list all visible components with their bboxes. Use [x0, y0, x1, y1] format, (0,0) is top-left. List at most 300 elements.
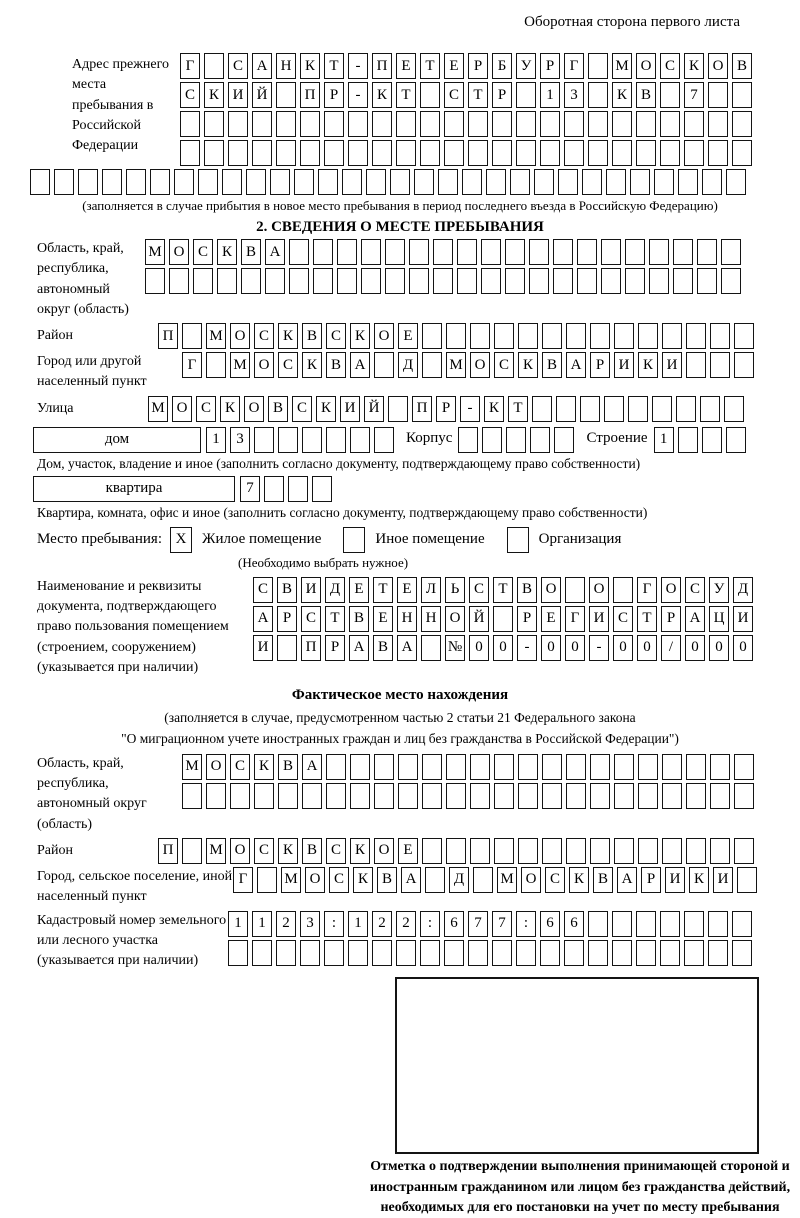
char-cell[interactable]: С — [254, 838, 274, 864]
char-cell[interactable] — [180, 111, 200, 137]
char-cell[interactable] — [372, 111, 392, 137]
char-cell[interactable] — [318, 169, 338, 195]
char-cell[interactable]: О — [589, 577, 609, 603]
char-cell[interactable] — [277, 635, 297, 661]
char-cell[interactable]: К — [300, 53, 320, 79]
char-cell[interactable] — [217, 268, 237, 294]
char-cell[interactable] — [613, 577, 633, 603]
char-cell[interactable] — [348, 111, 368, 137]
char-cell[interactable] — [350, 427, 370, 453]
char-cell[interactable] — [470, 838, 490, 864]
char-cell[interactable]: 0 — [685, 635, 705, 661]
char-cell[interactable] — [540, 940, 560, 966]
char-cell[interactable] — [662, 838, 682, 864]
char-cell[interactable] — [702, 169, 722, 195]
char-cell[interactable] — [505, 268, 525, 294]
char-cell[interactable]: 3 — [564, 82, 584, 108]
char-cell[interactable] — [193, 268, 213, 294]
char-cell[interactable] — [350, 783, 370, 809]
char-cell[interactable] — [494, 838, 514, 864]
char-cell[interactable] — [686, 838, 706, 864]
char-cell[interactable] — [102, 169, 122, 195]
char-cell[interactable] — [638, 323, 658, 349]
char-cell[interactable]: Г — [182, 352, 202, 378]
char-cell[interactable] — [734, 754, 754, 780]
char-cell[interactable]: О — [374, 838, 394, 864]
char-cell[interactable] — [222, 169, 242, 195]
char-cell[interactable]: М — [206, 323, 226, 349]
char-cell[interactable]: : — [516, 911, 536, 937]
char-cell[interactable] — [385, 268, 405, 294]
char-cell[interactable]: П — [412, 396, 432, 422]
char-cell[interactable] — [438, 169, 458, 195]
char-cell[interactable]: : — [324, 911, 344, 937]
char-cell[interactable] — [724, 396, 744, 422]
char-cell[interactable]: И — [228, 82, 248, 108]
char-cell[interactable] — [582, 169, 602, 195]
char-cell[interactable]: О — [541, 577, 561, 603]
char-cell[interactable] — [294, 169, 314, 195]
char-cell[interactable] — [366, 169, 386, 195]
char-cell[interactable]: - — [460, 396, 480, 422]
district-row[interactable] — [158, 323, 758, 349]
char-cell[interactable] — [30, 169, 50, 195]
char-cell[interactable]: И — [733, 606, 753, 632]
char-cell[interactable] — [422, 838, 442, 864]
char-cell[interactable] — [385, 239, 405, 265]
char-cell[interactable]: 2 — [396, 911, 416, 937]
char-cell[interactable] — [684, 111, 704, 137]
char-cell[interactable] — [710, 783, 730, 809]
char-cell[interactable] — [684, 911, 704, 937]
other-premises-checkbox[interactable] — [343, 527, 365, 553]
prev-address-row-5[interactable] — [30, 169, 800, 195]
char-cell[interactable]: С — [253, 577, 273, 603]
char-cell[interactable]: А — [401, 867, 421, 893]
char-cell[interactable]: 0 — [493, 635, 513, 661]
house-number-cells[interactable] — [206, 427, 398, 453]
char-cell[interactable]: С — [228, 53, 248, 79]
char-cell[interactable]: 6 — [540, 911, 560, 937]
char-cell[interactable] — [673, 239, 693, 265]
char-cell[interactable]: 1 — [252, 911, 272, 937]
char-cell[interactable] — [726, 427, 746, 453]
char-cell[interactable] — [686, 323, 706, 349]
char-cell[interactable] — [710, 352, 730, 378]
char-cell[interactable]: Р — [277, 606, 297, 632]
char-cell[interactable]: Р — [590, 352, 610, 378]
char-cell[interactable]: О — [445, 606, 465, 632]
char-cell[interactable]: Р — [661, 606, 681, 632]
char-cell[interactable]: С — [180, 82, 200, 108]
cadastral-row-2[interactable] — [228, 940, 756, 966]
char-cell[interactable] — [737, 867, 757, 893]
char-cell[interactable] — [278, 783, 298, 809]
char-cell[interactable]: С — [326, 838, 346, 864]
char-cell[interactable]: С — [278, 352, 298, 378]
char-cell[interactable]: П — [301, 635, 321, 661]
char-cell[interactable]: Е — [398, 323, 418, 349]
char-cell[interactable]: Г — [637, 577, 657, 603]
char-cell[interactable] — [396, 940, 416, 966]
char-cell[interactable] — [252, 940, 272, 966]
char-cell[interactable]: А — [265, 239, 285, 265]
char-cell[interactable]: Р — [492, 82, 512, 108]
char-cell[interactable] — [420, 111, 440, 137]
char-cell[interactable]: К — [254, 754, 274, 780]
char-cell[interactable] — [516, 940, 536, 966]
char-cell[interactable] — [374, 754, 394, 780]
char-cell[interactable] — [638, 754, 658, 780]
char-cell[interactable] — [492, 111, 512, 137]
char-cell[interactable] — [228, 111, 248, 137]
char-cell[interactable]: 0 — [565, 635, 585, 661]
char-cell[interactable] — [276, 111, 296, 137]
char-cell[interactable]: Т — [468, 82, 488, 108]
char-cell[interactable] — [398, 754, 418, 780]
char-cell[interactable] — [612, 140, 632, 166]
char-cell[interactable] — [590, 754, 610, 780]
char-cell[interactable]: У — [709, 577, 729, 603]
char-cell[interactable] — [702, 427, 722, 453]
char-cell[interactable] — [289, 268, 309, 294]
char-cell[interactable]: С — [326, 323, 346, 349]
char-cell[interactable] — [206, 783, 226, 809]
char-cell[interactable]: О — [206, 754, 226, 780]
char-cell[interactable] — [390, 169, 410, 195]
char-cell[interactable] — [312, 476, 332, 502]
char-cell[interactable] — [433, 239, 453, 265]
char-cell[interactable] — [313, 268, 333, 294]
char-cell[interactable] — [553, 239, 573, 265]
char-cell[interactable] — [518, 323, 538, 349]
char-cell[interactable] — [734, 783, 754, 809]
char-cell[interactable] — [662, 323, 682, 349]
char-cell[interactable]: О — [521, 867, 541, 893]
char-cell[interactable]: Т — [396, 82, 416, 108]
document-row-3[interactable] — [253, 635, 757, 661]
city-row[interactable] — [182, 352, 758, 378]
char-cell[interactable]: А — [253, 606, 273, 632]
char-cell[interactable] — [540, 111, 560, 137]
char-cell[interactable]: И — [713, 867, 733, 893]
char-cell[interactable] — [326, 783, 346, 809]
char-cell[interactable] — [204, 140, 224, 166]
char-cell[interactable]: Т — [637, 606, 657, 632]
char-cell[interactable]: О — [254, 352, 274, 378]
region-row-1[interactable] — [145, 239, 745, 265]
char-cell[interactable]: Т — [508, 396, 528, 422]
char-cell[interactable] — [257, 867, 277, 893]
char-cell[interactable] — [420, 140, 440, 166]
char-cell[interactable] — [276, 940, 296, 966]
char-cell[interactable]: Т — [325, 606, 345, 632]
char-cell[interactable] — [686, 783, 706, 809]
char-cell[interactable]: С — [193, 239, 213, 265]
char-cell[interactable]: О — [169, 239, 189, 265]
char-cell[interactable] — [710, 838, 730, 864]
char-cell[interactable] — [697, 268, 717, 294]
char-cell[interactable]: К — [350, 838, 370, 864]
char-cell[interactable] — [673, 268, 693, 294]
char-cell[interactable] — [721, 268, 741, 294]
char-cell[interactable] — [732, 111, 752, 137]
char-cell[interactable] — [660, 111, 680, 137]
char-cell[interactable] — [649, 268, 669, 294]
char-cell[interactable]: М — [145, 239, 165, 265]
char-cell[interactable]: И — [253, 635, 273, 661]
char-cell[interactable]: Е — [398, 838, 418, 864]
char-cell[interactable] — [481, 268, 501, 294]
char-cell[interactable]: К — [353, 867, 373, 893]
char-cell[interactable] — [566, 838, 586, 864]
char-cell[interactable]: Д — [449, 867, 469, 893]
char-cell[interactable] — [565, 577, 585, 603]
char-cell[interactable] — [566, 783, 586, 809]
char-cell[interactable] — [516, 82, 536, 108]
char-cell[interactable]: Р — [325, 635, 345, 661]
char-cell[interactable] — [348, 140, 368, 166]
char-cell[interactable] — [276, 140, 296, 166]
char-cell[interactable]: Й — [364, 396, 384, 422]
char-cell[interactable]: В — [326, 352, 346, 378]
char-cell[interactable] — [444, 940, 464, 966]
char-cell[interactable] — [494, 754, 514, 780]
char-cell[interactable]: К — [217, 239, 237, 265]
char-cell[interactable] — [414, 169, 434, 195]
char-cell[interactable]: Й — [252, 82, 272, 108]
char-cell[interactable] — [708, 82, 728, 108]
char-cell[interactable] — [444, 140, 464, 166]
char-cell[interactable] — [566, 323, 586, 349]
cadastral-row-1[interactable] — [228, 911, 756, 937]
char-cell[interactable]: Г — [180, 53, 200, 79]
char-cell[interactable]: В — [302, 323, 322, 349]
char-cell[interactable] — [662, 754, 682, 780]
char-cell[interactable] — [710, 323, 730, 349]
char-cell[interactable] — [564, 140, 584, 166]
char-cell[interactable] — [678, 427, 698, 453]
char-cell[interactable] — [654, 169, 674, 195]
char-cell[interactable]: К — [612, 82, 632, 108]
char-cell[interactable] — [660, 82, 680, 108]
char-cell[interactable] — [625, 268, 645, 294]
char-cell[interactable]: В — [302, 838, 322, 864]
char-cell[interactable] — [676, 396, 696, 422]
char-cell[interactable] — [420, 940, 440, 966]
organization-checkbox[interactable] — [507, 527, 529, 553]
char-cell[interactable] — [54, 169, 74, 195]
char-cell[interactable]: Д — [325, 577, 345, 603]
char-cell[interactable] — [558, 169, 578, 195]
char-cell[interactable] — [278, 427, 298, 453]
char-cell[interactable]: М — [182, 754, 202, 780]
char-cell[interactable] — [433, 268, 453, 294]
char-cell[interactable] — [721, 239, 741, 265]
char-cell[interactable]: 3 — [230, 427, 250, 453]
char-cell[interactable]: В — [373, 635, 393, 661]
char-cell[interactable] — [396, 140, 416, 166]
char-cell[interactable] — [446, 783, 466, 809]
char-cell[interactable]: 1 — [348, 911, 368, 937]
street-row[interactable] — [148, 396, 748, 422]
char-cell[interactable]: К — [278, 323, 298, 349]
char-cell[interactable]: А — [350, 352, 370, 378]
char-cell[interactable] — [590, 323, 610, 349]
char-cell[interactable] — [182, 838, 202, 864]
char-cell[interactable] — [708, 940, 728, 966]
char-cell[interactable] — [169, 268, 189, 294]
fact-city-row[interactable] — [233, 867, 761, 893]
char-cell[interactable]: В — [277, 577, 297, 603]
char-cell[interactable]: М — [612, 53, 632, 79]
prev-address-row-4[interactable] — [180, 140, 756, 166]
char-cell[interactable]: С — [660, 53, 680, 79]
char-cell[interactable] — [601, 239, 621, 265]
char-cell[interactable]: Р — [436, 396, 456, 422]
char-cell[interactable]: Ц — [709, 606, 729, 632]
char-cell[interactable]: 1 — [540, 82, 560, 108]
char-cell[interactable]: 0 — [637, 635, 657, 661]
char-cell[interactable] — [606, 169, 626, 195]
char-cell[interactable]: И — [665, 867, 685, 893]
char-cell[interactable] — [422, 754, 442, 780]
fact-region-row-2[interactable] — [182, 783, 758, 809]
char-cell[interactable]: Р — [468, 53, 488, 79]
char-cell[interactable]: 7 — [240, 476, 260, 502]
char-cell[interactable] — [241, 268, 261, 294]
char-cell[interactable] — [732, 140, 752, 166]
char-cell[interactable] — [372, 940, 392, 966]
char-cell[interactable] — [470, 754, 490, 780]
char-cell[interactable]: К — [569, 867, 589, 893]
residential-checkbox[interactable]: X — [170, 527, 192, 553]
char-cell[interactable]: А — [302, 754, 322, 780]
char-cell[interactable]: - — [348, 82, 368, 108]
char-cell[interactable]: М — [230, 352, 250, 378]
char-cell[interactable] — [422, 352, 442, 378]
char-cell[interactable] — [145, 268, 165, 294]
char-cell[interactable] — [516, 140, 536, 166]
char-cell[interactable] — [289, 239, 309, 265]
char-cell[interactable]: О — [636, 53, 656, 79]
char-cell[interactable] — [468, 111, 488, 137]
char-cell[interactable] — [494, 323, 514, 349]
char-cell[interactable]: / — [661, 635, 681, 661]
char-cell[interactable] — [326, 427, 346, 453]
char-cell[interactable]: Е — [349, 577, 369, 603]
char-cell[interactable] — [254, 427, 274, 453]
char-cell[interactable] — [636, 911, 656, 937]
char-cell[interactable]: Р — [540, 53, 560, 79]
char-cell[interactable] — [457, 239, 477, 265]
char-cell[interactable]: Г — [565, 606, 585, 632]
char-cell[interactable]: 0 — [613, 635, 633, 661]
char-cell[interactable]: С — [196, 396, 216, 422]
char-cell[interactable] — [444, 111, 464, 137]
char-cell[interactable]: Р — [641, 867, 661, 893]
char-cell[interactable]: М — [497, 867, 517, 893]
char-cell[interactable] — [350, 754, 370, 780]
prev-address-row-1[interactable] — [180, 53, 756, 79]
char-cell[interactable] — [482, 427, 502, 453]
char-cell[interactable] — [518, 754, 538, 780]
char-cell[interactable]: - — [589, 635, 609, 661]
char-cell[interactable] — [628, 396, 648, 422]
char-cell[interactable] — [422, 323, 442, 349]
document-row-2[interactable] — [253, 606, 757, 632]
char-cell[interactable]: В — [517, 577, 537, 603]
char-cell[interactable]: Р — [517, 606, 537, 632]
char-cell[interactable] — [324, 940, 344, 966]
char-cell[interactable] — [180, 140, 200, 166]
char-cell[interactable] — [540, 140, 560, 166]
char-cell[interactable] — [588, 53, 608, 79]
char-cell[interactable]: Д — [733, 577, 753, 603]
char-cell[interactable]: - — [517, 635, 537, 661]
char-cell[interactable]: Н — [276, 53, 296, 79]
char-cell[interactable] — [660, 140, 680, 166]
char-cell[interactable] — [542, 783, 562, 809]
char-cell[interactable]: 1 — [206, 427, 226, 453]
char-cell[interactable] — [473, 867, 493, 893]
char-cell[interactable]: К — [638, 352, 658, 378]
char-cell[interactable] — [601, 268, 621, 294]
char-cell[interactable] — [686, 754, 706, 780]
char-cell[interactable] — [556, 396, 576, 422]
region-row-2[interactable] — [145, 268, 745, 294]
structure-cells[interactable] — [654, 427, 750, 453]
char-cell[interactable] — [326, 754, 346, 780]
char-cell[interactable]: С — [494, 352, 514, 378]
char-cell[interactable] — [458, 427, 478, 453]
char-cell[interactable]: Т — [493, 577, 513, 603]
char-cell[interactable] — [425, 867, 445, 893]
char-cell[interactable]: Н — [397, 606, 417, 632]
char-cell[interactable] — [697, 239, 717, 265]
char-cell[interactable]: В — [349, 606, 369, 632]
char-cell[interactable] — [726, 169, 746, 195]
char-cell[interactable] — [468, 140, 488, 166]
char-cell[interactable] — [614, 838, 634, 864]
char-cell[interactable] — [254, 783, 274, 809]
apartment-cells[interactable] — [240, 476, 336, 502]
char-cell[interactable]: Т — [324, 53, 344, 79]
char-cell[interactable] — [708, 140, 728, 166]
char-cell[interactable] — [566, 754, 586, 780]
char-cell[interactable]: Г — [233, 867, 253, 893]
char-cell[interactable] — [486, 169, 506, 195]
char-cell[interactable] — [446, 323, 466, 349]
char-cell[interactable] — [204, 53, 224, 79]
char-cell[interactable]: М — [206, 838, 226, 864]
char-cell[interactable] — [542, 754, 562, 780]
char-cell[interactable] — [529, 239, 549, 265]
char-cell[interactable] — [126, 169, 146, 195]
char-cell[interactable] — [230, 783, 250, 809]
char-cell[interactable]: В — [241, 239, 261, 265]
char-cell[interactable] — [337, 239, 357, 265]
char-cell[interactable]: Н — [421, 606, 441, 632]
char-cell[interactable] — [686, 352, 706, 378]
char-cell[interactable]: А — [566, 352, 586, 378]
fact-region-row-1[interactable] — [182, 754, 758, 780]
char-cell[interactable] — [374, 783, 394, 809]
char-cell[interactable]: А — [397, 635, 417, 661]
char-cell[interactable]: : — [420, 911, 440, 937]
char-cell[interactable] — [288, 476, 308, 502]
char-cell[interactable] — [276, 82, 296, 108]
